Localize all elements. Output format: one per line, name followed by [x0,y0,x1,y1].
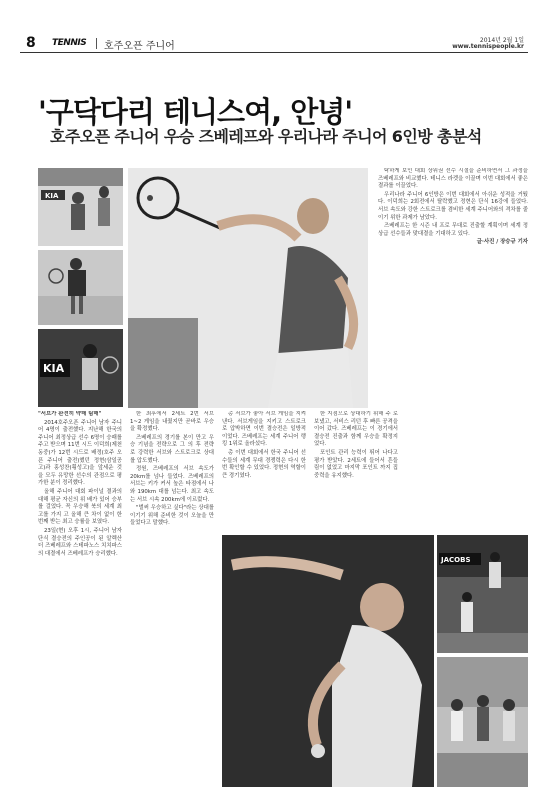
text-column-4: 한 지점으로 상대하기 위해 주 로 보냈고, 서비스 리턴 후 빠른 공격을 이어 갔다. 즈베레프는 이 경기에서 결승전 진출과 함께 우승을 확정지었다. 포인트 관리 능력이 뛰어 나다고 평가 받았다. 2세트에 들어서 흔들림이 없었고 마지막 포인트 까지 집중력을 유지했다. [314,411,398,479]
kia-sign: KIA [43,362,65,375]
section-title: 호주오픈 주니어 [104,41,175,52]
photo-kia-player-bottom-left [38,329,123,407]
header-bar [20,34,528,53]
tennis-logo: TENNIS [52,38,87,48]
caption-quote: "서브가 완전히 약해 팀해" [38,411,102,417]
header-website[interactable]: www.tennispeople.kr [452,43,524,50]
text-column-1: "서브가 완전히 약해 팀해" 2014호주오픈 주니어 남자 주니어 4명이 출전했다. 지난해 한국의 주니어 최정상급 선수 6명이 승패를 주고 받으며 11번 시드 이덕희(제천동중)가 12번 시드로 배정(호주 오픈 주니어 출전)했던 정현(삼일공고)과 홍성찬(횡성고)을 앞세운 것을 모두 유망한 선수의 관점으로 평가한 분이 정리했다. 올해 주니어 대회 파이널 결과의 대해 평균 자신의 위 배가 있어 승부를 걸었다. 꼭 우승해 북의 세계 최고를 가지 고 올해 큰 차이 없이 한 번째 받는 최고 승률을 보였다. 23일(현) 오후 1시, 주니어 남자 단식 결승전의 주인공이 된 알렉산더 즈베레프와 스테파노스 치치파스의 대결에서 즈베레프가 승리했다. [38,411,122,557]
photo-juniors-group [437,657,528,787]
text-column-right-top: 탁하게 보인 대회 상위권 선수 시절을 준비하면서 그 과정을 즈베레프와 비교했다. 테니스 라켓을 이끌며 이번 대회에서 좋은 결과를 이끌었다. 우리나라 주니어 6인방은 이번 대회에서 아쉬운 성적을 거뒀다. 이덕희는 2회전에서 탈락했고 정현은 단식 16강에 들었다. 서브 속도와 강한 스트로크를 겸비한 세계 주니어와의 격차를 줄이기 위한 과제가 남았다. 즈베레프는 한 시즌 내 프로 무대로 진출할 계획이며 세계 정상급 선수들과 맞대결을 기대하고 있다. 글·사진 / 장승규 기자 [378,168,528,246]
photo-players-top-left [38,168,123,246]
article-title: '구닥다리 테니스여, 안녕' [38,95,353,129]
page-number: 8 [26,35,36,51]
photo-zverev-forehand [128,168,368,408]
jacobs-sign: JACOBS [441,556,471,564]
header-date: 2014년 2월 1일 [479,37,524,44]
article-subtitle: 호주오픈 주니어 우승 즈베레프와 우리나라 주니어 6인방 총분석 [50,127,482,146]
text-column-3: 총 서브가 좋아 서브 게임을 지켜 낸다. 서브게임을 지키고 스트로크로 압박하면 이번 결승전은 일방적이었다. 즈베레프는 세계 주니어 랭킹 1위로 올라섰다. 총 이번 대회에서 한국 주니어 선수들의 세계 무대 경쟁력은 다시 한번 확인할 수 있었다. 정현의 역할이 큰 경기였다. [222,411,306,479]
byline: 글·사진 / 장승규 기자 [476,239,528,246]
kia-sign-small: KIA [45,192,59,200]
photo-player-middle-left [38,250,123,325]
photo-jacobs-court [437,535,528,653]
section-divider [96,38,97,49]
text-column-2: 한 최후에서 2세트 2번 서브 1~2 게임을 내줬지만 곧바로 우승을 확정했다. 즈베레프의 경기를 본이 만고 우승 기념을 전략으로 그 의 후 전략 로 강력한 서브와 스트로크로 상대를 압도했다. 정원, 즈베레프의 서브 속도가 20km를 넘나 들었다. 즈베레프의 서브는 키가 커서 높은 타점에서 나와 190km 대를 넘는다. 최고 속도는 서브 시속 200km에 이르렀다. "벌써 우승하고 싶다"라는 상대를 이기기 위해 준비한 것이 오늘을 만들었다고 말했다. [130,411,214,527]
photo-zverev-serve [222,535,434,787]
